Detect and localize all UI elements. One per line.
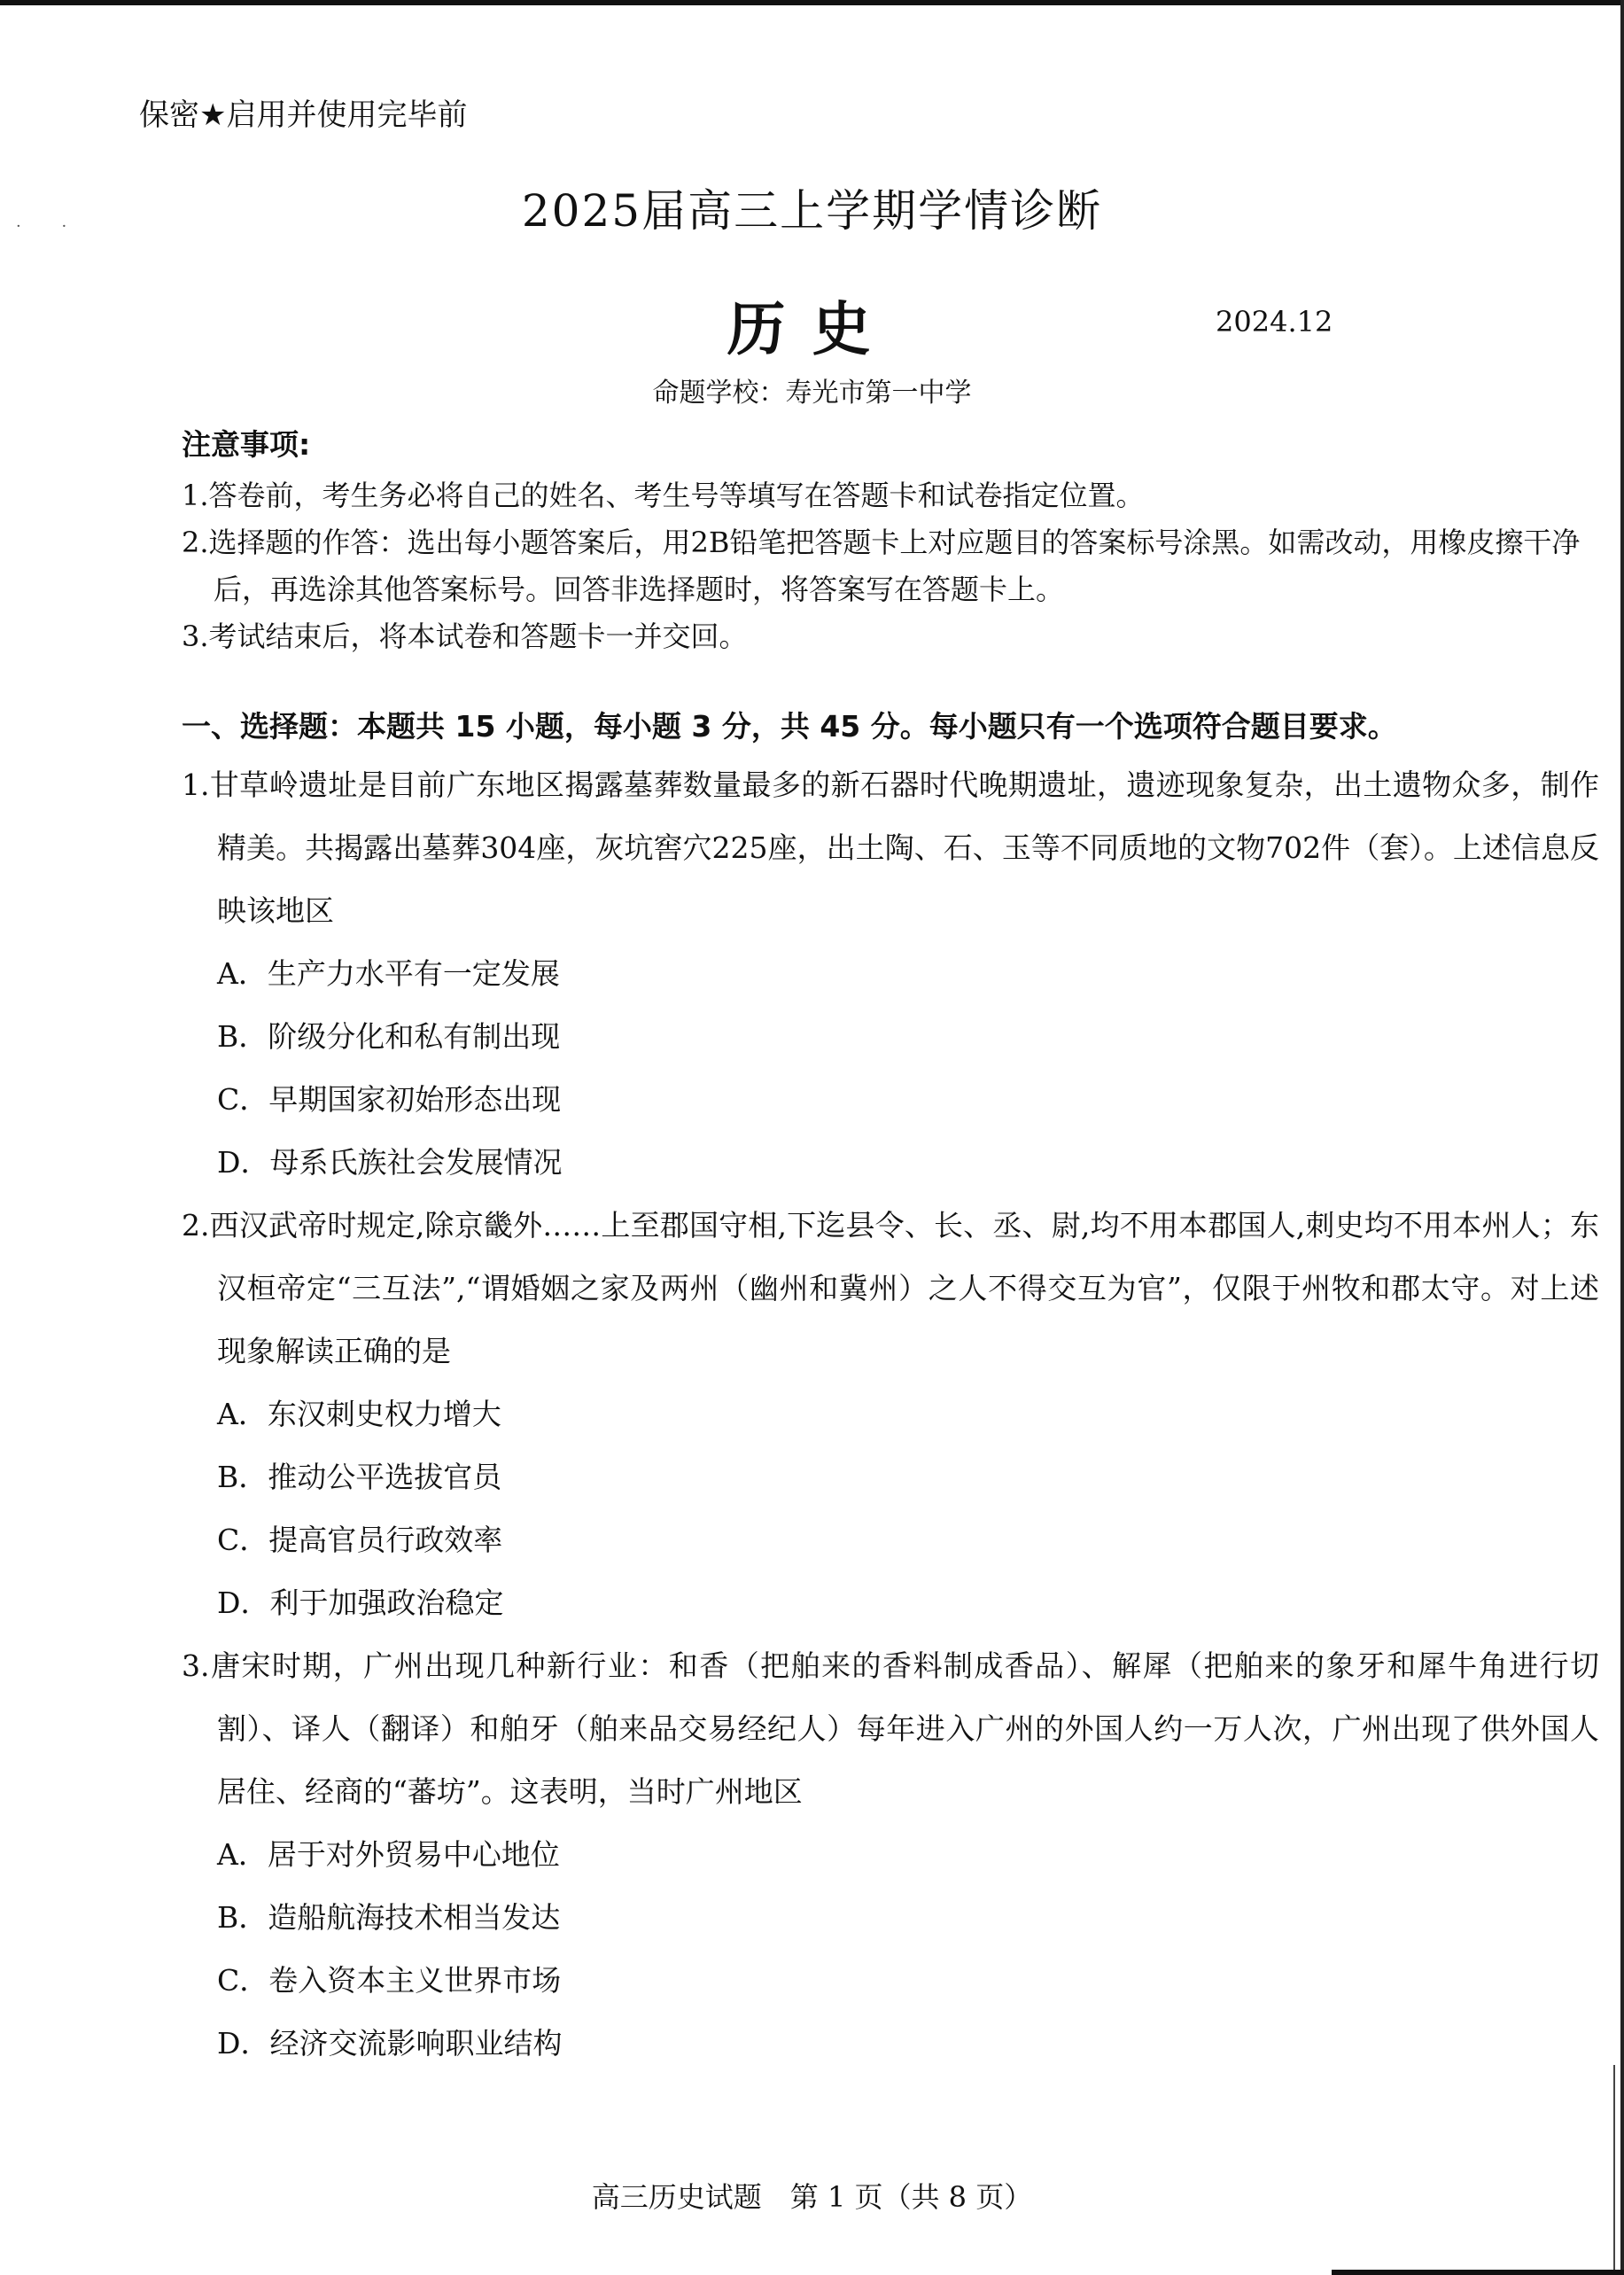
question-1	[182, 753, 1599, 1194]
scan-edge-bottom	[1332, 2270, 1624, 2275]
question-stem: 2.西汉武帝时规定,除京畿外……上至郡国守相,下迄县令、长、丞、尉,均不用本郡国人,刺史均不用本州人；东汉桓帝定“三互法”,“谓婚姻之家及两州（幽州和冀州）之人不得交互为官”，仅限于州牧和郡太守。对上述现象解读正确的是	[182, 1208, 1599, 1368]
exam-title: 2025届高三上学期学情诊断	[521, 185, 1103, 237]
question-option: C．卷入资本主义世界市场	[217, 1963, 562, 1998]
notice-item: 3.考试结束后，将本试卷和答题卡一并交回。	[182, 619, 748, 653]
notice-item: 2.选择题的作答：选出每小题答案后，用2B铅笔把答题卡上对应题目的答案标号涂黑。如需改动，用橡皮擦干净后，再选涂其他答案标号。回答非选择题时，将答案写在答题卡上。	[182, 526, 1581, 606]
question-option: C．提高官员行政效率	[217, 1523, 503, 1557]
question-stem: 1.甘草岭遗址是目前广东地区揭露墓葬数量最多的新石器时代晚期遗址，遗迹现象复杂，出土遗物众多，制作精美。共揭露出墓葬304座，灰坑窖穴225座，出土陶、石、玉等不同质地的文物702件（套）。上述信息反映该地区	[182, 767, 1599, 928]
question-option: D．经济交流影响职业结构	[217, 2026, 563, 2061]
subject-title: 历史	[727, 294, 897, 363]
question-2	[182, 1194, 1599, 1634]
section-header: 一、选择题：本题共 15 小题，每小题 3 分，共 45 分。每小题只有一个选项符合题目要求。	[182, 709, 1397, 744]
scan-edge-top	[0, 0, 1624, 5]
question-option: B．阶级分化和私有制出现	[217, 1019, 561, 1054]
question-3	[182, 1634, 1599, 2075]
question-option: D．母系氏族社会发展情况	[217, 1145, 563, 1180]
page-footer: 高三历史试题 第 1 页（共 8 页）	[591, 2180, 1033, 2214]
notice-item: 1.答卷前，考生务必将自己的姓名、考生号等填写在答题卡和试卷指定位置。	[182, 479, 1145, 512]
question-option: B．推动公平选拔官员	[217, 1460, 502, 1494]
notice-block	[182, 422, 1599, 660]
notice-heading: 注意事项:	[182, 427, 311, 462]
school-line: 命题学校：寿光市第一中学	[652, 378, 972, 409]
scan-noise-dots: · ·	[16, 217, 85, 236]
question-option: A．东汉刺史权力增大	[217, 1397, 501, 1431]
question-option: B．造船航海技术相当发达	[217, 1900, 561, 1935]
question-option: A．生产力水平有一定发展	[217, 956, 560, 991]
question-option: A．居于对外贸易中心地位	[217, 1837, 560, 1872]
question-option: D．利于加强政治稳定	[217, 1585, 504, 1620]
question-stem: 3.唐宋时期，广州出现几种新行业：和香（把舶来的香料制成香品）、解犀（把舶来的象牙和犀牛角进行切割）、译人（翻译）和舶牙（舶来品交易经纪人）每年进入广州的外国人约一万人次，广州出现了供外国人居住、经商的“蕃坊”。这表明，当时广州地区	[182, 1648, 1599, 1809]
scan-edge-right-inner	[1613, 2065, 1615, 2275]
exam-date: 2024.12	[1216, 305, 1333, 339]
confidential-label: 保密★启用并使用完毕前	[139, 97, 468, 133]
question-list	[182, 753, 1599, 2075]
question-option: C．早期国家初始形态出现	[217, 1082, 562, 1117]
